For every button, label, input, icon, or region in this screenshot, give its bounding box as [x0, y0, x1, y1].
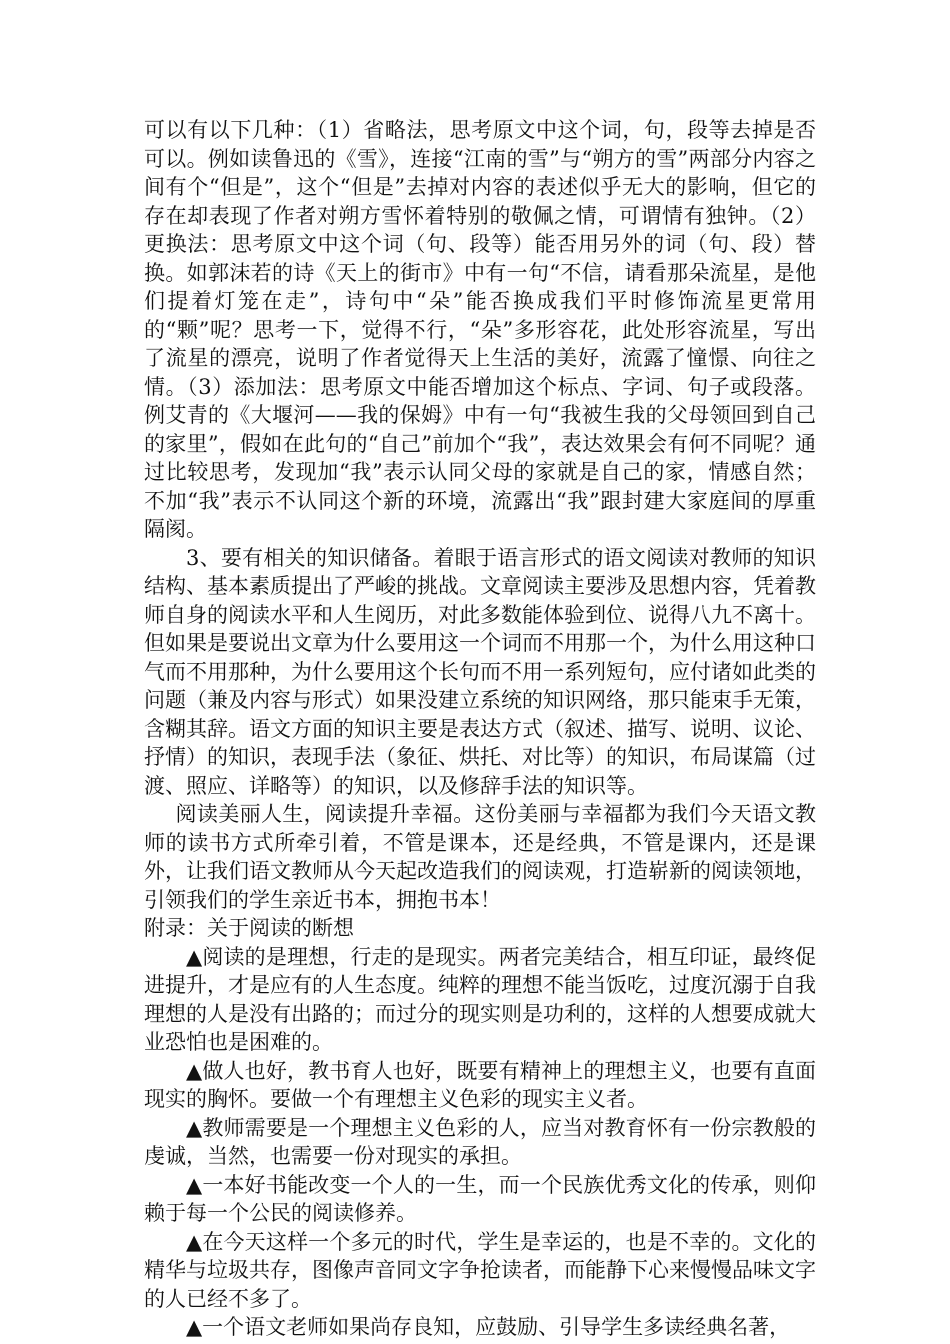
- document-page: [144, 116, 816, 1342]
- aphorism-item: ▲做人也好，教书育人也好，既要有精神上的理想主义，也要有直面现实的胸怀。要做一个有理想主义色彩的现实主义者。: [144, 1058, 816, 1111]
- aphorism-item: ▲一本好书能改变一个人的一生，而一个民族优秀文化的传承，则仰赖于每一个公民的阅读修养。: [144, 1172, 816, 1225]
- paragraph-knowledge-reserve: 3、要有相关的知识储备。着眼于语言形式的语文阅读对教师的知识结构、基本素质提出了严峻的挑战。文章阅读主要涉及思想内容，凭着教师自身的阅读水平和人生阅历，对此多数能体验到位、说得八九不离十。但如果是要说出文章为什么要用这一个词而不用那一个，为什么用这种口气而不用那种，为什么要用这个长句而不用一系列短句，应付诸如此类的问题（兼及内容与形式）如果没建立系统的知识网络，那只能束手无策，含糊其辞。语文方面的知识主要是表达方式（叙述、描写、说明、议论、抒情）的知识，表现手法（象征、烘托、对比等）的知识，布局谋篇（过渡、照应、详略等）的知识，以及修辞手法的知识等。: [144, 545, 816, 798]
- aphorism-item: ▲一个语文老师如果尚存良知，应鼓励、引导学生多读经典名著，: [186, 1315, 791, 1339]
- aphorism-item: ▲在今天这样一个多元的时代，学生是幸运的，也是不幸的。文化的精华与垃圾共存，图像声音同文字争抢读者，而能静下心来慢慢品味文字的人已经不多了。: [144, 1229, 816, 1311]
- paragraph-conclusion: 阅读美丽人生，阅读提升幸福。这份美丽与幸福都为我们今天语文教师的读书方式所牵引着，不管是课本，还是经典，不管是课内，还是课外，让我们语文教师从今天起改造我们的阅读观，打造崭新的阅读领地，引领我们的学生亲近书本，拥抱书本！: [144, 802, 816, 912]
- aphorism-item: ▲阅读的是理想，行走的是现实。两者完美结合，相互印证，最终促进提升，才是应有的人生态度。纯粹的理想不能当饭吃，过度沉溺于自我理想的人是没有出路的；而过分的现实则是功利的，这样的人想要成就大业恐怕也是困难的。: [144, 944, 816, 1054]
- appendix-heading: 附录：关于阅读的断想: [144, 916, 354, 940]
- aphorism-item: ▲教师需要是一个理想主义色彩的人，应当对教育怀有一份宗教般的虔诚，当然，也需要一份对现实的承担。: [144, 1115, 816, 1168]
- paragraph-methods: 可以有以下几种：（1）省略法，思考原文中这个词，句，段等去掉是否可以。例如读鲁迅的《雪》，连接“江南的雪”与“朔方的雪”两部分内容之间有个“但是”，这个“但是”去掉对内容的表述似乎无大的影响，但它的存在却表现了作者对朔方雪怀着特别的敬佩之情，可谓情有独钟。（2）更换法：思考原文中这个词（句、段等）能否用另外的词（句、段）替换。如郭沫若的诗《天上的街市》中有一句“不信，请看那朵流星，是他们提着灯笼在走”，诗句中“朵”能否换成我们平时修饰流星更常用的“颗”呢？思考一下，觉得不行，“朵”多形容花，此处形容流星，写出了流星的漂亮，说明了作者觉得天上生活的美好，流露了憧憬、向往之情。（3）添加法：思考原文中能否增加这个标点、字词、句子或段落。例艾青的《大堰河——我的保姆》中有一句“我被生我的父母领回到自己的家里”，假如在此句的“自己”前加个“我”，表达效果会有何不同呢？通过比较思考，发现加“我”表示认同父母的家就是自己的家，情感自然；不加“我”表示不认同这个新的环境，流露出“我”跟封建大家庭间的厚重隔阂。: [144, 118, 816, 541]
